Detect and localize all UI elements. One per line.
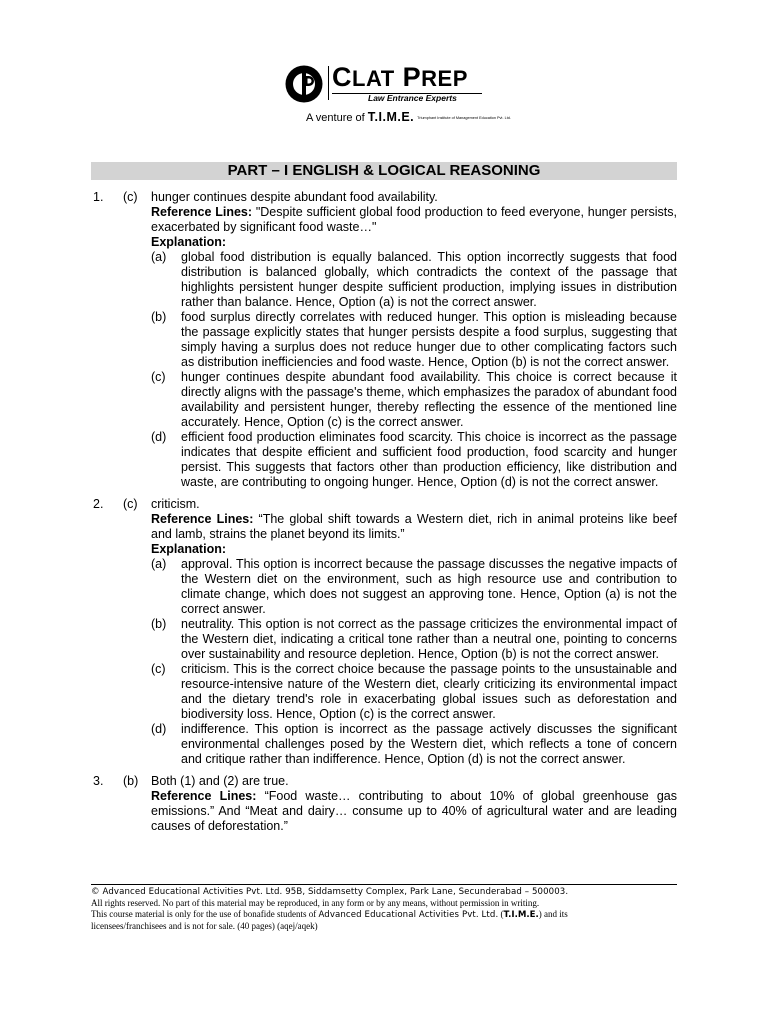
section-title: PART – I ENGLISH & LOGICAL REASONING (91, 162, 677, 180)
option-c (151, 662, 677, 722)
option-d (151, 430, 677, 490)
question-number: 2. (93, 497, 104, 511)
option-d (151, 722, 677, 767)
reference-lines (151, 789, 677, 834)
option-text: approval. This option is incorrect because the passage discusses the negative impacts of the Western diet on the environment, such as high resource use and contribution to climate change, which does not suggest an approving tone. Hence, Option (a) is not the correct answer. (181, 557, 677, 616)
time-micro-text: Triumphant Institute of Management Education Pvt. Ltd. (417, 116, 511, 121)
option-letter: (d) (151, 430, 167, 444)
question-3 (91, 774, 677, 834)
question-2 (91, 497, 677, 767)
explanation-label: Explanation: (151, 542, 227, 556)
option-a (151, 250, 677, 310)
option-letter: (d) (151, 722, 167, 736)
explanation-label: Explanation: (151, 235, 227, 249)
option-a (151, 557, 677, 617)
footer-rights: All rights reserved. No part of this material may be reproduced, in any form or by any means, without permission in writing. (91, 898, 540, 908)
brand-name: CLAT PREP (332, 62, 468, 92)
question-number: 3. (93, 774, 104, 788)
option-c (151, 370, 677, 430)
footer-usage: This course material is only for the use of bonafide students of Advanced Educational Activities Pvt. Ltd. (T.I.M.E.) and its (91, 909, 568, 920)
answer-text: hunger continues despite abundant food availability. (151, 190, 438, 204)
option-letter: (c) (151, 370, 166, 384)
option-text: global food distribution is equally balanced. This option incorrectly suggests that food distribution is balanced globally, which contradicts the context of the passage that highlights persistent hunger despite sufficient production, implying issues in distribution rather than balance. Hence, Option (a) is not the correct answer. (181, 250, 677, 309)
footer (91, 887, 677, 932)
option-letter: (a) (151, 250, 167, 264)
footer-rule (91, 884, 677, 885)
brand-tagline: Law Entrance Experts (368, 93, 457, 103)
venture-line: A venture of T.I.M.E. Triumphant Institute of Management Education Pvt. Ltd. (306, 110, 511, 124)
option-b (151, 310, 677, 370)
reference-label: Reference Lines: (151, 205, 253, 219)
answer-letter: (b) (123, 774, 139, 788)
option-letter: (b) (151, 310, 167, 324)
reference-lines (151, 512, 677, 542)
answer-key-content (91, 190, 677, 841)
option-text: criticism. This is the correct choice because the passage points to the unsustainable and resource-intensive nature of the Western diet, clearly criticizing its environmental impact and the dietary trend's role in exacerbating global issues such as deforestation and biodiversity loss. Hence, Option (c) is the correct answer. (181, 662, 677, 721)
reference-label: Reference Lines: (151, 789, 257, 803)
answer-letter: (c) (123, 497, 138, 511)
reference-text: “Food waste… contributing to about 10% of global greenhouse gas emissions.” And “Meat and dairy… consume up to 40% of agricultural water and are leading causes of deforestation.” (151, 789, 677, 833)
question-1 (91, 190, 677, 490)
option-text: hunger continues despite abundant food availability. This choice is correct because it directly aligns with the passage's theme, which emphasizes the paradox of abundant food availability and persistent hunger, thereby reflecting the essence of the mentioned line accurately. Hence, Option (c) is the correct answer. (181, 370, 677, 429)
option-text: food surplus directly correlates with reduced hunger. This option is misleading because the passage explicitly states that hunger persists despite a food surplus, suggesting that simply having a surplus does not reduce hunger due to other complicating factors such as distribution inefficiencies and food waste. Hence, Option (b) is not the correct answer. (181, 310, 677, 369)
answer-letter: (c) (123, 190, 138, 204)
reference-text: "Despite sufficient global food production to feed everyone, hunger persists, exacerbated by significant food waste…" (151, 205, 677, 234)
reference-lines (151, 205, 677, 235)
footer-licensees: licensees/franchisees and is not for sale. (40 pages) (aqej/aqek) (91, 921, 318, 931)
option-letter: (c) (151, 662, 166, 676)
option-text: efficient food production eliminates food scarcity. This choice is incorrect as the passage indicates that despite efficient and sufficient food production, food scarcity and hunger persist. This suggests that factors other than production efficiency, like distribution and waste, are contributing to ongoing hunger. Hence, Option (d) is not the correct answer. (181, 430, 677, 489)
reference-text: “The global shift towards a Western diet, rich in animal proteins like beef and lamb, strains the planet beyond its limits.” (151, 512, 677, 541)
option-letter: (b) (151, 617, 167, 631)
time-brand: T.I.M.E. (367, 110, 415, 124)
option-letter: (a) (151, 557, 167, 571)
option-text: indifference. This option is incorrect as the passage actively discusses the significant environmental challenges posed by the Western diet, which reflects a tone of concern and critique rather than indifference. Hence, Option (d) is not the correct answer. (181, 722, 677, 766)
option-text: neutrality. This option is not correct as the passage criticizes the environmental impact of the Western diet, indicating a critical tone rather than a neutral one, pointing to concerns over sustainability and resource depletion. Hence, Option (b) is not the correct answer. (181, 617, 677, 661)
question-number: 1. (93, 190, 104, 204)
cp-emblem-icon (284, 64, 324, 104)
reference-label: Reference Lines: (151, 512, 254, 526)
answer-text: criticism. (151, 497, 200, 511)
logo-divider (328, 66, 329, 100)
option-b (151, 617, 677, 662)
footer-address: © Advanced Educational Activities Pvt. Ltd. 95B, Siddamsetty Complex, Park Lane, Secunderabad – 500003. (91, 887, 569, 897)
answer-text: Both (1) and (2) are true. (151, 774, 289, 788)
